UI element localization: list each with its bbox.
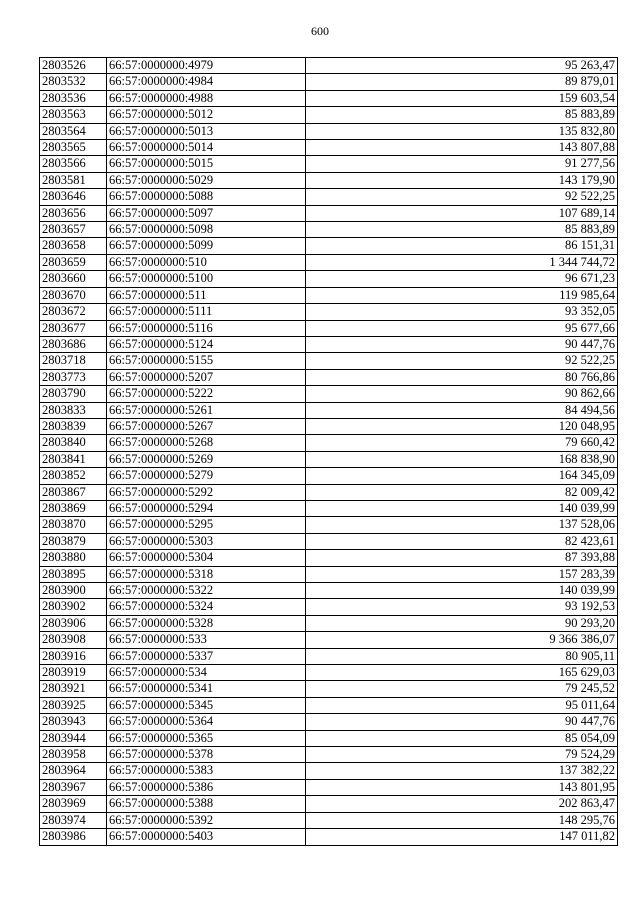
amount-cell: 202 863,47 — [306, 796, 618, 812]
amount-cell: 119 985,64 — [306, 287, 618, 303]
record-id-cell: 2803943 — [40, 714, 107, 730]
cadastral-number-cell: 66:57:0000000:5341 — [107, 681, 306, 697]
record-id-cell: 2803672 — [40, 304, 107, 320]
page-number: 600 — [311, 24, 329, 38]
record-id-cell: 2803879 — [40, 533, 107, 549]
cadastral-number-cell: 66:57:0000000:5207 — [107, 369, 306, 385]
record-id-cell: 2803916 — [40, 648, 107, 664]
record-id-cell: 2803974 — [40, 812, 107, 828]
cadastral-number-cell: 66:57:0000000:5088 — [107, 189, 306, 205]
table-row — [40, 140, 618, 156]
record-id-cell: 2803581 — [40, 172, 107, 188]
record-id-cell: 2803964 — [40, 763, 107, 779]
table-row — [40, 451, 618, 467]
amount-cell: 157 283,39 — [306, 566, 618, 582]
table-row — [40, 681, 618, 697]
cadastral-number-cell: 66:57:0000000:5155 — [107, 353, 306, 369]
cadastral-number-cell: 66:57:0000000:5328 — [107, 615, 306, 631]
table-row — [40, 583, 618, 599]
record-id-cell: 2803852 — [40, 468, 107, 484]
cadastral-number-cell: 66:57:0000000:533 — [107, 632, 306, 648]
record-id-cell: 2803880 — [40, 550, 107, 566]
table-row — [40, 418, 618, 434]
amount-cell: 120 048,95 — [306, 418, 618, 434]
amount-cell: 137 382,22 — [306, 763, 618, 779]
amount-cell: 84 494,56 — [306, 402, 618, 418]
record-id-cell: 2803867 — [40, 484, 107, 500]
record-id-cell: 2803566 — [40, 156, 107, 172]
record-id-cell: 2803565 — [40, 140, 107, 156]
cadastral-number-cell: 66:57:0000000:5365 — [107, 730, 306, 746]
amount-cell: 90 862,66 — [306, 386, 618, 402]
record-id-cell: 2803646 — [40, 189, 107, 205]
table-row — [40, 254, 618, 270]
amount-cell: 87 393,88 — [306, 550, 618, 566]
table-row — [40, 533, 618, 549]
cadastral-number-cell: 66:57:0000000:5294 — [107, 500, 306, 516]
cadastral-number-cell: 66:57:0000000:5029 — [107, 172, 306, 188]
amount-cell: 79 660,42 — [306, 435, 618, 451]
amount-cell: 9 366 386,07 — [306, 632, 618, 648]
table-row — [40, 107, 618, 123]
table-row — [40, 550, 618, 566]
record-id-cell: 2803869 — [40, 500, 107, 516]
table-row — [40, 156, 618, 172]
record-id-cell: 2803925 — [40, 697, 107, 713]
table-row — [40, 812, 618, 828]
cadastral-number-cell: 66:57:0000000:5388 — [107, 796, 306, 812]
table-row — [40, 369, 618, 385]
cadastral-number-cell: 66:57:0000000:511 — [107, 287, 306, 303]
cadastral-number-cell: 66:57:0000000:5013 — [107, 123, 306, 139]
table-row — [40, 763, 618, 779]
record-id-cell: 2803677 — [40, 320, 107, 336]
record-id-cell: 2803659 — [40, 254, 107, 270]
cadastral-number-cell: 66:57:0000000:5098 — [107, 222, 306, 238]
cadastral-number-cell: 66:57:0000000:4988 — [107, 90, 306, 106]
record-id-cell: 2803839 — [40, 418, 107, 434]
table-row — [40, 615, 618, 631]
record-id-cell: 2803526 — [40, 58, 107, 74]
cadastral-number-cell: 66:57:0000000:5267 — [107, 418, 306, 434]
table-row — [40, 796, 618, 812]
amount-cell: 92 522,25 — [306, 353, 618, 369]
cadastral-number-cell: 66:57:0000000:5318 — [107, 566, 306, 582]
table-row — [40, 402, 618, 418]
record-id-cell: 2803833 — [40, 402, 107, 418]
table-row — [40, 353, 618, 369]
cadastral-number-cell: 66:57:0000000:5261 — [107, 402, 306, 418]
record-id-cell: 2803902 — [40, 599, 107, 615]
cadastral-number-cell: 66:57:0000000:5403 — [107, 829, 306, 845]
amount-cell: 80 905,11 — [306, 648, 618, 664]
cadastral-number-cell: 66:57:0000000:5337 — [107, 648, 306, 664]
cadastral-number-cell: 66:57:0000000:5116 — [107, 320, 306, 336]
amount-cell: 148 295,76 — [306, 812, 618, 828]
amount-cell: 93 352,05 — [306, 304, 618, 320]
table-row — [40, 484, 618, 500]
cadastral-number-cell: 66:57:0000000:510 — [107, 254, 306, 270]
table-row — [40, 500, 618, 516]
record-id-cell: 2803921 — [40, 681, 107, 697]
cadastral-number-cell: 66:57:0000000:5099 — [107, 238, 306, 254]
table-row — [40, 336, 618, 352]
table-row — [40, 566, 618, 582]
cadastral-number-cell: 66:57:0000000:5015 — [107, 156, 306, 172]
table-row — [40, 287, 618, 303]
table-row — [40, 90, 618, 106]
cadastral-number-cell: 66:57:0000000:5269 — [107, 451, 306, 467]
amount-cell: 137 528,06 — [306, 517, 618, 533]
cadastral-number-cell: 66:57:0000000:5279 — [107, 468, 306, 484]
amount-cell: 168 838,90 — [306, 451, 618, 467]
record-id-cell: 2803532 — [40, 74, 107, 90]
record-id-cell: 2803986 — [40, 829, 107, 845]
cadastral-number-cell: 66:57:0000000:4979 — [107, 58, 306, 74]
record-id-cell: 2803657 — [40, 222, 107, 238]
table-row — [40, 123, 618, 139]
amount-cell: 96 671,23 — [306, 271, 618, 287]
table-row — [40, 648, 618, 664]
table-row — [40, 665, 618, 681]
amount-cell: 85 883,89 — [306, 222, 618, 238]
amount-cell: 86 151,31 — [306, 238, 618, 254]
cadastral-number-cell: 66:57:0000000:5295 — [107, 517, 306, 533]
amount-cell: 143 801,95 — [306, 779, 618, 795]
amount-cell: 82 423,61 — [306, 533, 618, 549]
amount-cell: 95 011,64 — [306, 697, 618, 713]
amount-cell: 95 677,66 — [306, 320, 618, 336]
table-row — [40, 714, 618, 730]
cadastral-number-cell: 66:57:0000000:5383 — [107, 763, 306, 779]
amount-cell: 143 179,90 — [306, 172, 618, 188]
table-row — [40, 468, 618, 484]
amount-cell: 90 447,76 — [306, 714, 618, 730]
record-id-cell: 2803563 — [40, 107, 107, 123]
record-id-cell: 2803773 — [40, 369, 107, 385]
record-id-cell: 2803670 — [40, 287, 107, 303]
record-id-cell: 2803908 — [40, 632, 107, 648]
cadastral-number-cell: 66:57:0000000:5097 — [107, 205, 306, 221]
record-id-cell: 2803967 — [40, 779, 107, 795]
record-id-cell: 2803919 — [40, 665, 107, 681]
record-id-cell: 2803790 — [40, 386, 107, 402]
cadastral-number-cell: 66:57:0000000:5222 — [107, 386, 306, 402]
cadastral-number-cell: 66:57:0000000:5364 — [107, 714, 306, 730]
table-row — [40, 779, 618, 795]
amount-cell: 164 345,09 — [306, 468, 618, 484]
cadastral-number-cell: 66:57:0000000:5100 — [107, 271, 306, 287]
table-body — [40, 58, 618, 846]
record-id-cell: 2803656 — [40, 205, 107, 221]
cadastral-number-cell: 66:57:0000000:5386 — [107, 779, 306, 795]
amount-cell: 79 245,52 — [306, 681, 618, 697]
table-row — [40, 205, 618, 221]
table-row — [40, 271, 618, 287]
amount-cell: 159 603,54 — [306, 90, 618, 106]
record-id-cell: 2803840 — [40, 435, 107, 451]
amount-cell: 1 344 744,72 — [306, 254, 618, 270]
amount-cell: 92 522,25 — [306, 189, 618, 205]
table-row — [40, 189, 618, 205]
record-id-cell: 2803660 — [40, 271, 107, 287]
table-row — [40, 58, 618, 74]
record-id-cell: 2803895 — [40, 566, 107, 582]
cadastral-number-cell: 66:57:0000000:5324 — [107, 599, 306, 615]
amount-cell: 165 629,03 — [306, 665, 618, 681]
table-row — [40, 632, 618, 648]
amount-cell: 85 883,89 — [306, 107, 618, 123]
cadastral-number-cell: 66:57:0000000:5111 — [107, 304, 306, 320]
table-row — [40, 599, 618, 615]
record-id-cell: 2803564 — [40, 123, 107, 139]
cadastral-number-cell: 66:57:0000000:5014 — [107, 140, 306, 156]
amount-cell: 147 011,82 — [306, 829, 618, 845]
amount-cell: 143 807,88 — [306, 140, 618, 156]
table-row — [40, 222, 618, 238]
amount-cell: 95 263,47 — [306, 58, 618, 74]
cadastral-number-cell: 66:57:0000000:5392 — [107, 812, 306, 828]
record-id-cell: 2803686 — [40, 336, 107, 352]
table-row — [40, 386, 618, 402]
table-row — [40, 435, 618, 451]
cadastral-number-cell: 66:57:0000000:5124 — [107, 336, 306, 352]
amount-cell: 80 766,86 — [306, 369, 618, 385]
table-row — [40, 172, 618, 188]
amount-cell: 90 293,20 — [306, 615, 618, 631]
table-row — [40, 730, 618, 746]
record-id-cell: 2803969 — [40, 796, 107, 812]
amount-cell: 91 277,56 — [306, 156, 618, 172]
record-id-cell: 2803658 — [40, 238, 107, 254]
amount-cell: 89 879,01 — [306, 74, 618, 90]
cadastral-number-cell: 66:57:0000000:5292 — [107, 484, 306, 500]
amount-cell: 82 009,42 — [306, 484, 618, 500]
table-row — [40, 238, 618, 254]
amount-cell: 79 524,29 — [306, 747, 618, 763]
record-id-cell: 2803900 — [40, 583, 107, 599]
cadastral-number-cell: 66:57:0000000:534 — [107, 665, 306, 681]
cadastral-number-cell: 66:57:0000000:5268 — [107, 435, 306, 451]
table-row — [40, 304, 618, 320]
amount-cell: 90 447,76 — [306, 336, 618, 352]
table-row — [40, 74, 618, 90]
cadastral-number-cell: 66:57:0000000:5304 — [107, 550, 306, 566]
record-id-cell: 2803536 — [40, 90, 107, 106]
amount-cell: 140 039,99 — [306, 500, 618, 516]
record-id-cell: 2803841 — [40, 451, 107, 467]
amount-cell: 135 832,80 — [306, 123, 618, 139]
record-id-cell: 2803906 — [40, 615, 107, 631]
table-row — [40, 320, 618, 336]
record-id-cell: 2803958 — [40, 747, 107, 763]
cadastral-number-cell: 66:57:0000000:5303 — [107, 533, 306, 549]
table-row — [40, 747, 618, 763]
cadastral-number-cell: 66:57:0000000:5322 — [107, 583, 306, 599]
record-id-cell: 2803870 — [40, 517, 107, 533]
amount-cell: 93 192,53 — [306, 599, 618, 615]
amount-cell: 140 039,99 — [306, 583, 618, 599]
table-row — [40, 517, 618, 533]
amount-cell: 107 689,14 — [306, 205, 618, 221]
registry-table — [39, 57, 618, 846]
record-id-cell: 2803944 — [40, 730, 107, 746]
cadastral-number-cell: 66:57:0000000:5378 — [107, 747, 306, 763]
table-row — [40, 829, 618, 845]
record-id-cell: 2803718 — [40, 353, 107, 369]
cadastral-number-cell: 66:57:0000000:5012 — [107, 107, 306, 123]
cadastral-number-cell: 66:57:0000000:5345 — [107, 697, 306, 713]
table-row — [40, 697, 618, 713]
cadastral-number-cell: 66:57:0000000:4984 — [107, 74, 306, 90]
amount-cell: 85 054,09 — [306, 730, 618, 746]
